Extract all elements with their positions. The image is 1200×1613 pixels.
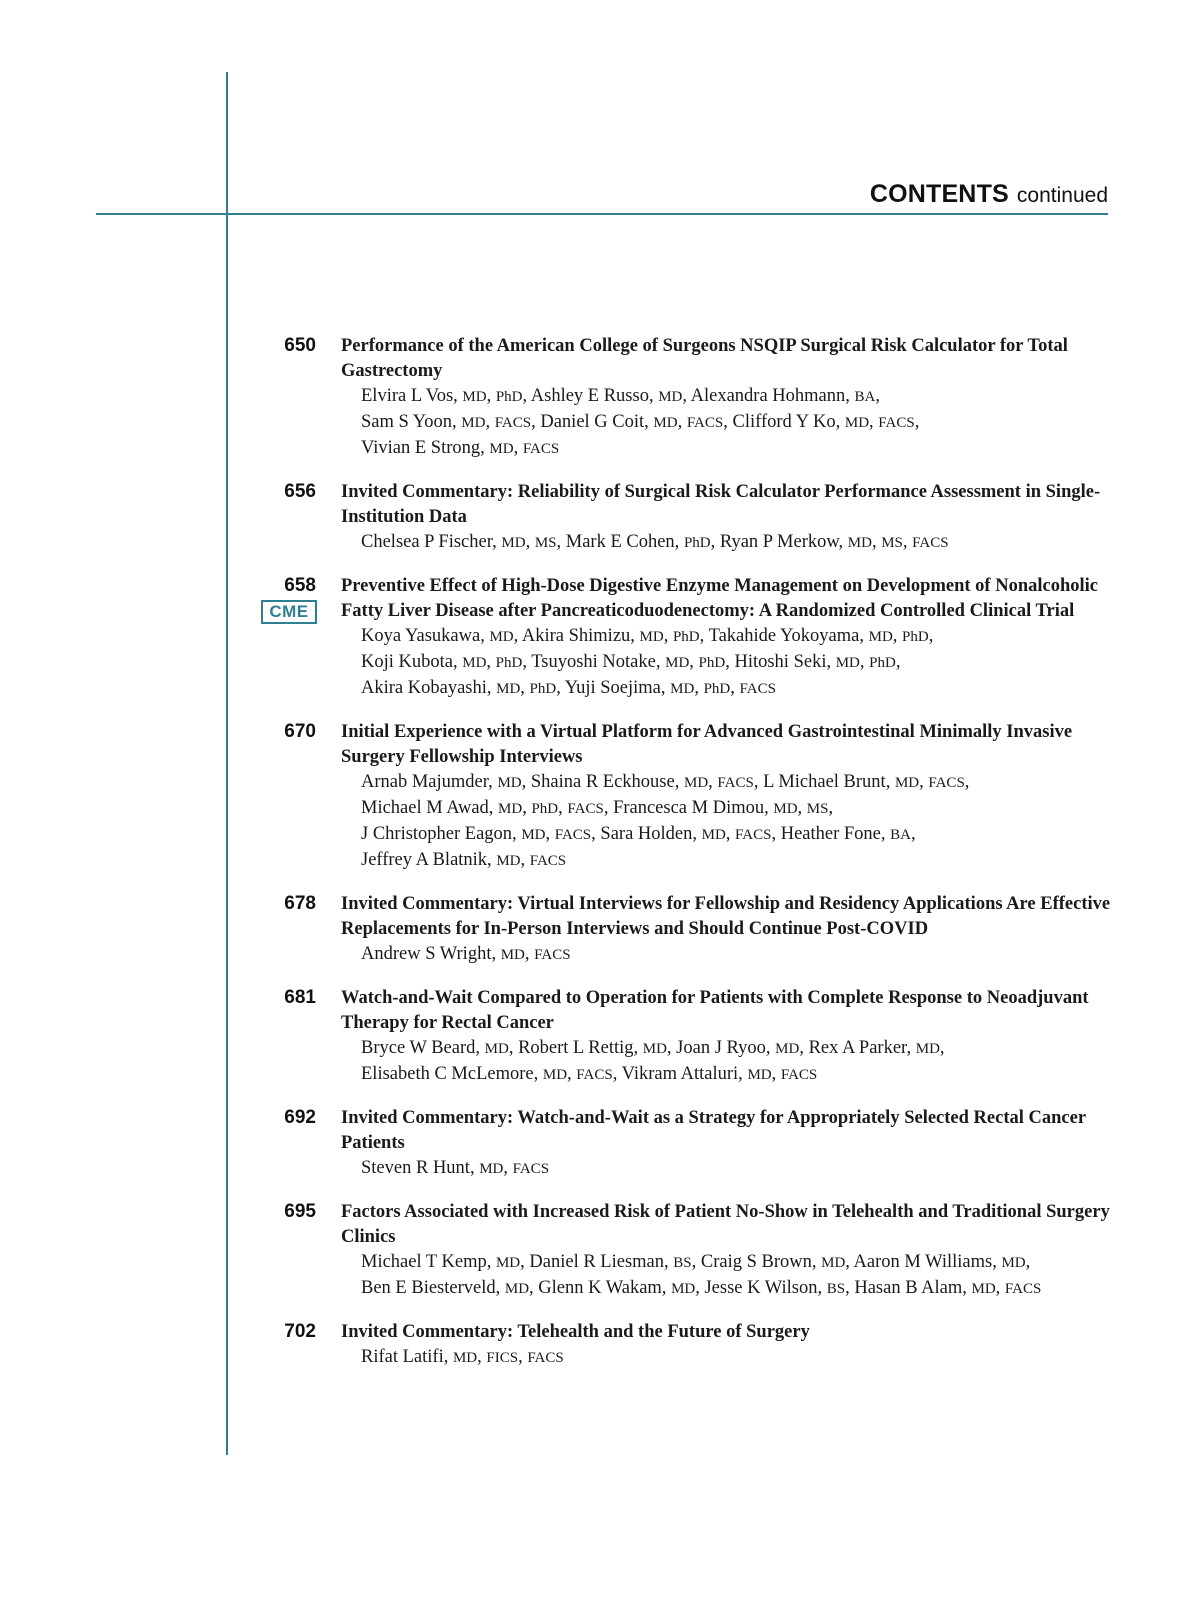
page-number: 670 xyxy=(284,721,316,742)
toc-entry xyxy=(0,1200,1200,1302)
author-list xyxy=(361,1345,1131,1371)
page-number: 695 xyxy=(284,1201,316,1222)
article-title: Performance of the American College of Surgeons NSQIP Surgical Risk Calculator for Total Gastrectomy xyxy=(341,336,1068,381)
toc-entry xyxy=(0,1106,1200,1182)
author-list xyxy=(361,530,1131,556)
author-list xyxy=(361,624,1131,702)
header-title: CONTENTS xyxy=(869,180,1009,208)
author-line: Bryce W Beard, MD, Robert L Rettig, MD, Joan J Ryoo, MD, Rex A Parker, MD, xyxy=(361,1038,945,1058)
article-title: Invited Commentary: Virtual Interviews for Fellowship and Residency Applications Are Effective Replacements for In-Person Interviews and Should Continue Post-COVID xyxy=(341,894,1111,939)
page-number: 650 xyxy=(284,335,316,356)
author-line: Michael M Awad, MD, PhD, FACS, Francesca M Dimou, MD, MS, xyxy=(361,798,834,818)
toc-entry xyxy=(0,574,1200,702)
author-line: Chelsea P Fischer, MD, MS, Mark E Cohen, PhD, Ryan P Merkow, MD, MS, FACS xyxy=(361,532,949,552)
author-line: Ben E Biesterveld, MD, Glenn K Wakam, MD, Jesse K Wilson, BS, Hasan B Alam, MD, FACS xyxy=(361,1278,1042,1298)
article-title: Preventive Effect of High-Dose Digestive Enzyme Management on Development of Nonalcoholic Fatty Liver Disease after Pancreaticoduodenectomy: A Randomized Controlled Clinical Trial xyxy=(341,576,1098,621)
contents-list xyxy=(0,334,1200,1389)
page-number: 678 xyxy=(284,893,316,914)
header-subtitle: continued xyxy=(1016,184,1108,207)
page-header xyxy=(870,180,1108,209)
page-number: 656 xyxy=(284,481,316,502)
toc-entry xyxy=(0,986,1200,1088)
toc-entry xyxy=(0,480,1200,556)
author-line: Elisabeth C McLemore, MD, FACS, Vikram Attaluri, MD, FACS xyxy=(361,1064,818,1084)
toc-entry xyxy=(0,892,1200,968)
header-rule xyxy=(96,213,1108,215)
author-list xyxy=(361,770,1131,874)
author-list xyxy=(361,942,1131,968)
author-line: Akira Kobayashi, MD, PhD, Yuji Soejima, MD, PhD, FACS xyxy=(361,678,776,698)
article-title: Initial Experience with a Virtual Platform for Advanced Gastrointestinal Minimally Invasive Surgery Fellowship Interviews xyxy=(341,722,1073,767)
cme-badge: CME xyxy=(261,600,317,624)
author-list xyxy=(361,1156,1131,1182)
author-line: Jeffrey A Blatnik, MD, FACS xyxy=(361,850,567,870)
article-title: Invited Commentary: Watch-and-Wait as a Strategy for Appropriately Selected Rectal Cancer Patients xyxy=(341,1108,1086,1153)
author-line: Arnab Majumder, MD, Shaina R Eckhouse, MD, FACS, L Michael Brunt, MD, FACS, xyxy=(361,772,970,792)
author-line: Elvira L Vos, MD, PhD, Ashley E Russo, MD, Alexandra Hohmann, BA, xyxy=(361,386,880,406)
page-number: 681 xyxy=(284,987,316,1008)
toc-entry xyxy=(0,1320,1200,1371)
author-line: Vivian E Strong, MD, FACS xyxy=(361,438,560,458)
author-list xyxy=(361,384,1131,462)
article-title: Factors Associated with Increased Risk of Patient No-Show in Telehealth and Traditional Surgery Clinics xyxy=(341,1202,1110,1247)
author-line: Koji Kubota, MD, PhD, Tsuyoshi Notake, MD, PhD, Hitoshi Seki, MD, PhD, xyxy=(361,652,901,672)
page-number: 692 xyxy=(284,1107,316,1128)
article-title: Invited Commentary: Telehealth and the Future of Surgery xyxy=(341,1322,810,1342)
author-line: Steven R Hunt, MD, FACS xyxy=(361,1158,550,1178)
author-line: Rifat Latifi, MD, FICS, FACS xyxy=(361,1347,564,1367)
page-number: 658 xyxy=(284,575,316,596)
author-list xyxy=(361,1036,1131,1088)
author-line: Koya Yasukawa, MD, Akira Shimizu, MD, PhD, Takahide Yokoyama, MD, PhD, xyxy=(361,626,934,646)
author-list xyxy=(361,1250,1131,1302)
page-number: 702 xyxy=(284,1321,316,1342)
article-title: Invited Commentary: Reliability of Surgical Risk Calculator Performance Assessment in Single-Institution Data xyxy=(341,482,1101,527)
author-line: Andrew S Wright, MD, FACS xyxy=(361,944,571,964)
author-line: Michael T Kemp, MD, Daniel R Liesman, BS, Craig S Brown, MD, Aaron M Williams, MD, xyxy=(361,1252,1031,1272)
toc-entry xyxy=(0,720,1200,874)
toc-entry xyxy=(0,334,1200,462)
author-line: J Christopher Eagon, MD, FACS, Sara Holden, MD, FACS, Heather Fone, BA, xyxy=(361,824,916,844)
article-title: Watch-and-Wait Compared to Operation for Patients with Complete Response to Neoadjuvant Therapy for Rectal Cancer xyxy=(341,988,1089,1033)
author-line: Sam S Yoon, MD, FACS, Daniel G Coit, MD, FACS, Clifford Y Ko, MD, FACS, xyxy=(361,412,920,432)
